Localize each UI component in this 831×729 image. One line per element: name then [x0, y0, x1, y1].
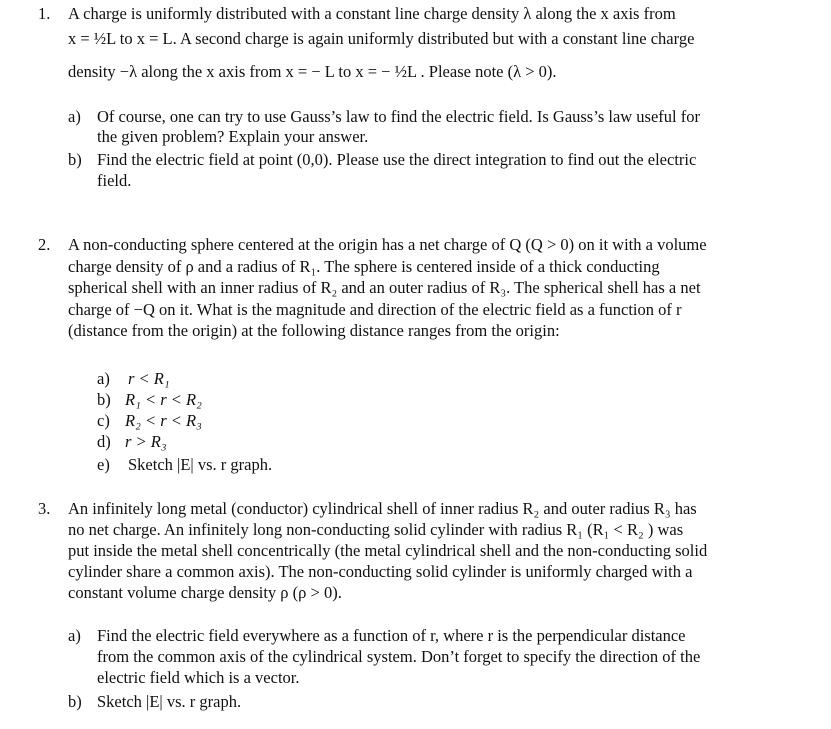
part-label: a) [97, 369, 110, 388]
part-label: b) [97, 390, 111, 409]
part-text: Sketch |E| vs. r graph. [128, 455, 273, 474]
problem-text-line: x = ½L to x = L. A second charge is again uniformly distributed but with a constant line charge [68, 29, 695, 48]
problem-number: 2. [38, 235, 51, 254]
problem-text-line: charge of −Q on it. What is the magnitude and direction of the electric field as a function of r [68, 300, 682, 319]
part-text: r < R₁ [128, 369, 170, 388]
part-text: R₁ < r < R₂ [125, 390, 202, 409]
part-text: r > R₃ [125, 432, 167, 451]
part-label: a) [68, 626, 81, 645]
part-text: Sketch |E| vs. r graph. [97, 692, 242, 711]
part-text-line: Find the electric field everywhere as a function of r, where r is the perpendicular distance [97, 626, 686, 645]
problem-text-line: (distance from the origin) at the following distance ranges from the origin: [68, 321, 560, 340]
part-label: b) [68, 150, 82, 169]
part-text-line: Find the electric field at point (0,0). Please use the direct integration to find out the electric [97, 150, 697, 169]
part-text-line: field. [97, 171, 132, 190]
problem-text-line: A charge is uniformly distributed with a constant line charge density λ along the x axis from [68, 4, 676, 23]
problem-number: 1. [38, 4, 51, 23]
problem-text-line: spherical shell with an inner radius of R₂ and an outer radius of R₃. The spherical shell has a net [68, 278, 701, 297]
part-text-line: the given problem? Explain your answer. [97, 127, 369, 146]
part-label: b) [68, 692, 82, 711]
problem-text-line: density −λ along the x axis from x = − L to x = − ½L . Please note (λ > 0). [68, 62, 557, 81]
part-text-line: from the common axis of the cylindrical system. Don’t forget to specify the direction of the [97, 647, 701, 666]
problem-number: 3. [38, 499, 51, 518]
part-label: c) [97, 411, 110, 430]
problem-text-line: no net charge. An infinitely long non-conducting solid cylinder with radius R₁ (R₁ < R₂ ) was [68, 520, 684, 539]
part-text: R₂ < r < R₃ [125, 411, 202, 430]
problem-text-line: A non-conducting sphere centered at the origin has a net charge of Q (Q > 0) on it with a volume [68, 235, 707, 254]
part-text-line: electric field which is a vector. [97, 668, 300, 687]
problem-text-line: cylinder share a common axis). The non-conducting solid cylinder is uniformly charged with a [68, 562, 693, 581]
problem-text-line: charge density of ρ and a radius of R₁. The sphere is centered inside of a thick conducting [68, 257, 660, 276]
part-label: d) [97, 432, 111, 451]
part-label: e) [97, 455, 110, 474]
problem-text-line: An infinitely long metal (conductor) cylindrical shell of inner radius R₂ and outer radius R₃ has [68, 499, 697, 518]
problem-text-line: put inside the metal shell concentrically (the metal cylindrical shell and the non-conducting solid [68, 541, 708, 560]
part-label: a) [68, 107, 81, 126]
part-text-line: Of course, one can try to use Gauss’s law to find the electric field. Is Gauss’s law useful for [97, 107, 700, 126]
problem-text-line: constant volume charge density ρ (ρ > 0). [68, 583, 342, 602]
